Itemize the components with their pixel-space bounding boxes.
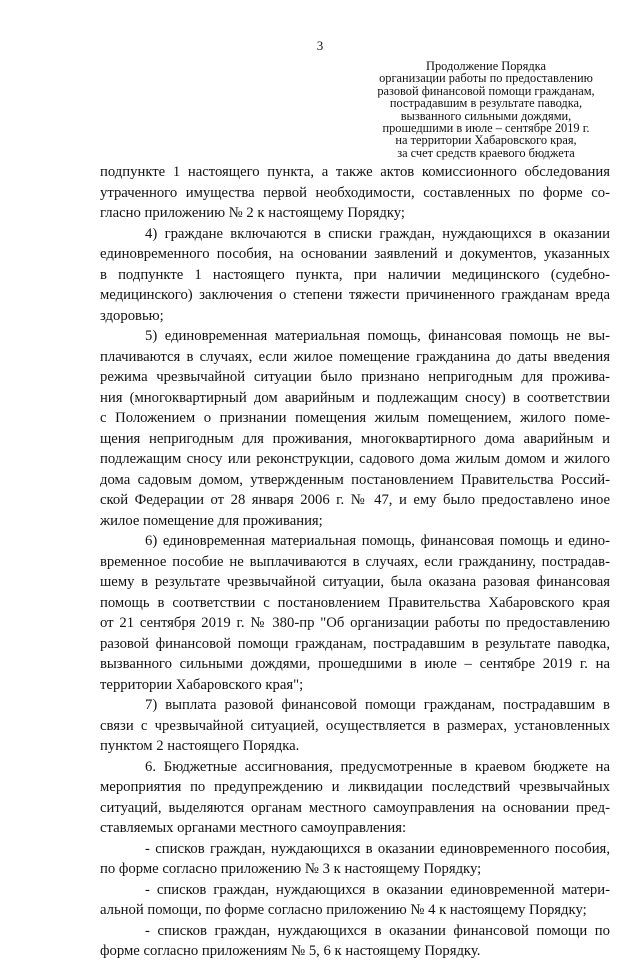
header-line: вызванного сильными дождями, <box>400 108 572 123</box>
paragraph-line: щения непригодным для проживания, многоквартирного дома аварийным и <box>100 430 610 447</box>
paragraph-line: ситуаций, выделяются органам местного самоуправления на основании пред- <box>100 799 610 816</box>
paragraph-line: 5) единовременная материальная помощь, финансовая помощь не вы- <box>145 328 610 344</box>
paragraph-line: дома садовым домом, утвержденным постановлением Правительства Россий- <box>100 471 610 488</box>
paragraph-line: режима чрезвычайной ситуации было признано непригодным для прожива- <box>100 369 610 385</box>
paragraph-line: здоровью; <box>100 307 164 324</box>
paragraph-line: в подпункте 1 настоящего пункта, при наличии медицинского (судебно- <box>100 266 610 283</box>
header-line: Продолжение Порядка <box>426 59 546 73</box>
header-line: пострадавшим в результате паводка, <box>389 96 583 111</box>
paragraph-line: подпункте 1 настоящего пункта, а также актов комиссионного обследования <box>100 164 610 180</box>
paragraph-line: альной помощи, по форме согласно приложению № 4 к настоящему Порядку; <box>100 902 587 918</box>
paragraph-line: - списков граждан, нуждающихся в оказании финансовой помощи по <box>145 922 610 939</box>
paragraph-line: - списков граждан, нуждающихся в оказании единовременной матери- <box>145 881 610 898</box>
paragraph-line: форме согласно приложениям № 5, 6 к настоящему Порядку. <box>100 943 481 959</box>
paragraph-line: связи с чрезвычайной ситуацией, осуществляется в размерах, установленных <box>100 717 610 734</box>
paragraph-line: 7) выплата разовой финансовой помощи гражданам, пострадавшим в <box>145 697 610 713</box>
paragraph-line: 4) граждане включаются в списки граждан, нуждающихся в оказании <box>145 225 610 242</box>
document-body <box>100 162 610 962</box>
paragraph-line: пунктом 2 настоящего Порядка. <box>100 738 300 754</box>
paragraph-line: временное пособие не выплачиваются в случаях, если гражданину, пострадав- <box>100 553 610 570</box>
paragraph-line: плачиваются в случаях, если жилое помещение гражданина до даты введения <box>100 348 610 365</box>
header-line: прошедшими в июле – сентябре 2019 г. <box>382 121 590 136</box>
paragraph-line: по форме согласно приложению № 3 к настоящему Порядку; <box>100 861 482 877</box>
paragraph-line: вызванного сильными дождями, прошедшими в июле – сентябре 2019 г. на <box>100 656 610 672</box>
header-line: на территории Хабаровского края, <box>395 133 577 148</box>
header-line: организации работы по предоставлению <box>379 71 593 86</box>
paragraph-line: единовременного пособия, на основании заявлений и документов, указанных <box>100 246 610 262</box>
header-line: разовой финансовой помощи гражданам, <box>377 83 595 98</box>
page-number: 3 <box>316 38 324 53</box>
paragraph-line: 6. Бюджетные ассигнования, предусмотренные в краевом бюджете на <box>145 758 610 775</box>
paragraph-line: гласно приложению № 2 к настоящему Порядку; <box>100 205 406 221</box>
paragraph-line: жилое помещение для проживания; <box>100 512 323 529</box>
paragraph-line: медицинского) заключения о степени тяжести причиненного гражданам вреда <box>100 287 610 303</box>
paragraph-line: от 21 сентября 2019 г. № 380-пр "Об организации работы по предоставлению <box>100 615 610 631</box>
paragraph-line: разовой финансовой помощи гражданам, пострадавшим в результате паводка, <box>100 635 610 652</box>
paragraph-line: ской Федерации от 28 января 2006 г. № 47, и ему было предоставлено иное <box>100 492 610 508</box>
paragraph-line: ставляемых органами местного самоуправления: <box>100 820 407 836</box>
paragraph-line: помощь в соответствии с постановлением Правительства Хабаровского края <box>100 594 610 611</box>
paragraph-line: - списков граждан, нуждающихся в оказании единовременного пособия, <box>145 840 610 857</box>
paragraph-line: 6) единовременная материальная помощь, финансовая помощь и едино- <box>145 533 610 549</box>
paragraph-line: мероприятия по предупреждению и ликвидации последствий чрезвычайных <box>100 779 610 795</box>
document-header <box>360 60 612 159</box>
paragraph-line: шему в результате чрезвычайной ситуации, была оказана разовая финансовая <box>100 574 610 590</box>
paragraph-line: с Положением о признании помещения жилым помещением, жилого поме- <box>100 410 610 426</box>
paragraph-line: территории Хабаровского края"; <box>100 676 304 693</box>
paragraph-line: подлежащим сносу или реконструкции, садового дома жилым домом и жилого <box>100 451 610 467</box>
paragraph-line: ния (многоквартирный дом аварийным и подлежащим сносу) в соответствии <box>100 389 610 406</box>
header-line: за счет средств краевого бюджета <box>397 145 575 160</box>
paragraph-line: утраченного имущества первой необходимости, составленных по форме со- <box>100 184 610 201</box>
